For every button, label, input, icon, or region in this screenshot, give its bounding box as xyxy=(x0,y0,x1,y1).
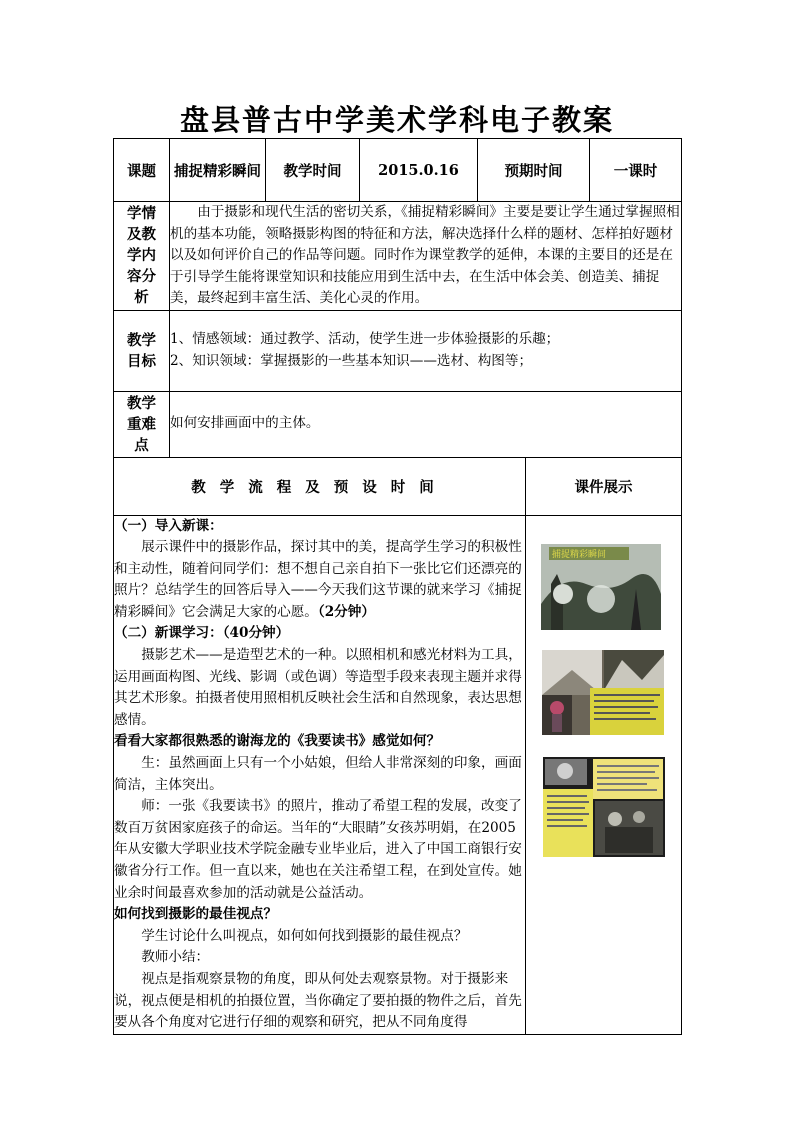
goal-item: 1、情感领域：通过教学、活动，使学生进一步体验摄影的乐趣； xyxy=(170,331,560,347)
keypoints-label: 教学 重难 点 xyxy=(114,391,170,457)
flow-header: 教学流程及预设时间 xyxy=(114,457,526,515)
keypoints-row xyxy=(114,391,682,457)
keypoints-cell xyxy=(170,391,682,457)
summary-text: 视点是指观察景物的角度，即从何处去观察景物。对于摄影来说，视点便是相机的拍摄位置，当你确定了要拍摄的物件之后，首先要从各个角度对它进行仔细的观察和研究，把从不同角度得 xyxy=(114,970,522,1031)
slide1-banner: 捕捉精彩瞬间 xyxy=(552,550,607,560)
question-1: 看看大家都很熟悉的谢海龙的《我要读书》感觉如何？ xyxy=(114,733,441,750)
summary-label: 教师小结： xyxy=(141,949,210,966)
topic-value: 捕捉精彩瞬间 xyxy=(170,139,266,202)
analysis-text: 由于摄影和现代生活的密切关系，《捕捉精彩瞬间》主要是要让学生通过掌握照相机的基本功能，领略摄影构图的特征和方法，解决选择什么样的题材、怎样拍好题材以及如何评价自己的作品等问题。同时作为课堂教学的延伸，本课的主要目的还是在于引导学生能将课堂知识和技能应用到生活中去，在生活中体会美、创造美、捕捉美，最终起到丰富生活、美化心灵的作用。 xyxy=(170,204,680,306)
question-2: 如何找到摄影的最佳视点？ xyxy=(114,906,278,923)
courseware-slide-2 xyxy=(542,650,664,735)
analysis-text-cell xyxy=(170,202,682,311)
student-answer: 生：虽然画面上只有一个小姑娘，但给人非常深刻的印象，画面简洁，主体突出。 xyxy=(114,755,522,793)
keypoints-text: 如何安排画面中的主体。 xyxy=(170,415,320,432)
planned-label: 预期时间 xyxy=(478,139,590,202)
time-value: 2015.0.16 xyxy=(360,139,478,202)
teacher-text: 师：一张《我要读书》的照片，推动了希望工程的发展，改变了数百万贫困家庭孩子的命运。当年的“大眼睛”女孩苏明娟，在2005年从安徽大学职业技术学院金融专业毕业后，进入了中国工商银行安徽省分行工作。但一直以来，她也在关注希望工程，在到处宣传。她业余时间最喜欢参加的活动就是公益活动。 xyxy=(114,798,522,901)
goals-cell xyxy=(170,310,682,391)
flow-header-row xyxy=(114,457,682,515)
section2-text: 摄影艺术——是造型艺术的一种。以照相机和感光材料为工具，运用画面构图、光线、影调（或色调）等造型手段来表现主题并求得其艺术形象。拍摄者使用照相机反映社会生活和自然现象，表达思想感情。 xyxy=(114,647,522,728)
goal-item: 2、知识领域：掌握摄影的一些基本知识——选材、构图等； xyxy=(170,352,533,369)
topic-label: 课题 xyxy=(114,139,170,202)
planned-value: 一课时 xyxy=(590,139,682,202)
section1-text: 展示课件中的摄影作品，探讨其中的美，提高学生学习的积极性和主动性，随着问同学们：想不想自己亲自拍下一张比它们还漂亮的照片？总结学生的回答后导入——今天我们这节课的就来学习《捕捉精彩瞬间》它会满足大家的心愿。（2分钟） xyxy=(114,539,522,620)
analysis-label: 学情 及教 学内 容分 析 xyxy=(114,202,170,311)
courseware-slide-1 xyxy=(541,544,661,630)
goals-label: 教学 目标 xyxy=(114,310,170,391)
flow-cell xyxy=(114,515,526,1034)
header-row xyxy=(114,139,682,202)
goals-row xyxy=(114,310,682,391)
courseware-slide-3 xyxy=(543,757,665,857)
page-title: 盘县普古中学美术学科电子教案 xyxy=(179,103,614,137)
section2-title: （二）新课学习：（40分钟） xyxy=(114,625,290,642)
analysis-row xyxy=(114,202,682,311)
discussion-text: 学生讨论什么叫视点，如何如何找到摄影的最佳视点？ xyxy=(141,927,468,944)
courseware-header: 课件展示 xyxy=(526,457,682,515)
time-label: 教学时间 xyxy=(266,139,360,202)
section1-title: （一）导入新课： xyxy=(114,517,223,534)
